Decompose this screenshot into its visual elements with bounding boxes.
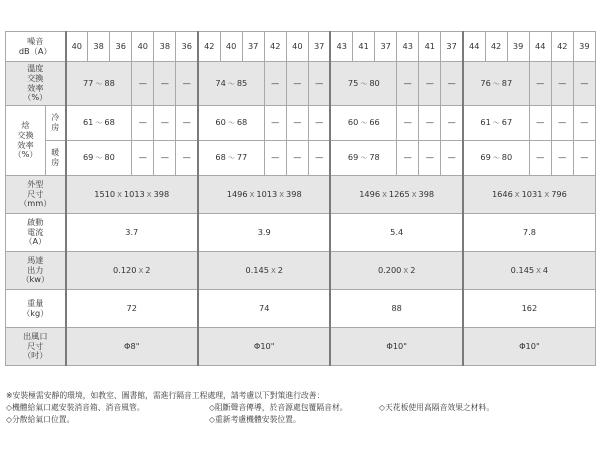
- note-item: ◇重新考慮機體安裝位置。: [209, 415, 301, 424]
- empty-value-cell: [176, 141, 198, 176]
- range-mark: ～: [492, 119, 500, 128]
- cell-text: 4: [542, 264, 549, 275]
- cell-text: 88: [104, 77, 115, 88]
- noise-value: 36: [181, 40, 192, 51]
- range-mark: ～: [492, 154, 500, 163]
- empty-value-cell: [264, 62, 286, 106]
- phi-mark: Φ: [386, 340, 393, 351]
- noise-value-cell: [529, 32, 551, 62]
- range-mark: ～: [360, 154, 368, 163]
- dash-mark: —: [271, 77, 280, 88]
- noise-value: 42: [204, 40, 215, 51]
- notes-intro: ※安裝極需安靜的環境，如教室、圖書館，需進行隔音工程處理，請考慮以下對策進行改善：: [6, 391, 325, 400]
- current-label: [6, 214, 66, 252]
- noise-value-cell: [308, 32, 330, 62]
- temperature-efficiency-row: [6, 62, 596, 106]
- weight-cell: [330, 290, 462, 328]
- noise-value-cell: [573, 32, 595, 62]
- range-mark: ～: [492, 79, 500, 88]
- cell-text: 10": [260, 340, 275, 351]
- cool-label-line: 冷: [51, 113, 60, 123]
- range-mark: ～: [227, 154, 235, 163]
- cell-text: 80: [104, 152, 115, 163]
- dimensions-cell: [330, 176, 462, 214]
- noise-value-cell: [286, 32, 308, 62]
- dash-mark: —: [293, 152, 302, 163]
- empty-value-cell: [551, 106, 573, 141]
- noise-value-cell: [441, 32, 463, 62]
- cell-text: 61: [82, 117, 94, 128]
- dash-mark: —: [425, 77, 434, 88]
- empty-value-cell: [397, 106, 419, 141]
- motor-cell: [198, 252, 330, 290]
- dash-mark: —: [447, 77, 456, 88]
- heat-efficiency-cell: [66, 141, 132, 176]
- dash-mark: —: [536, 77, 545, 88]
- dash-mark: —: [580, 152, 589, 163]
- notes-row-1: [6, 402, 596, 414]
- cell-text: 68: [104, 117, 115, 128]
- noise-value-cell: [88, 32, 110, 62]
- current-label-line: （A）: [24, 236, 47, 247]
- empty-value-cell: [154, 106, 176, 141]
- cell-text: 10": [525, 340, 540, 351]
- weight-cell: [66, 290, 198, 328]
- range-mark: ～: [360, 79, 368, 88]
- cell-text: 60: [347, 117, 359, 128]
- noise-value-cell: [66, 32, 88, 62]
- cell-text: 87: [501, 77, 513, 88]
- spec-table: [5, 31, 596, 366]
- current-label-line: 電流: [27, 226, 44, 237]
- outlet-cell: [198, 328, 330, 366]
- outlet-label: [6, 328, 66, 366]
- cell-text: 1496: [226, 188, 248, 199]
- dimensions-cell: [463, 176, 595, 214]
- heat-label-line: 暖: [51, 148, 60, 158]
- noise-value: 42: [270, 40, 281, 51]
- outlet-cell: [463, 328, 595, 366]
- dash-mark: —: [182, 152, 191, 163]
- current-cell: [463, 214, 595, 252]
- noise-value: 37: [446, 40, 457, 51]
- temp_eff-label-line: 溫度: [27, 62, 44, 73]
- empty-value-cell: [419, 62, 441, 106]
- empty-value-cell: [176, 106, 198, 141]
- heat-label-line: 房: [51, 158, 60, 167]
- temp-efficiency-cell: [330, 62, 396, 106]
- motor-row: [6, 252, 596, 290]
- cell-text: 72: [126, 302, 137, 313]
- times-mark: X: [411, 190, 417, 199]
- range-mark: ～: [227, 79, 235, 88]
- cell-text: 77: [82, 77, 94, 88]
- cell-text: 162: [521, 302, 538, 313]
- noise-value-cell: [176, 32, 198, 62]
- heat-efficiency-cell: [198, 141, 264, 176]
- noise-value: 39: [579, 40, 590, 51]
- noise-label-line: 噪音: [27, 35, 44, 46]
- cell-text: 2: [145, 264, 151, 275]
- empty-value-cell: [154, 62, 176, 106]
- temp-efficiency-cell: [198, 62, 264, 106]
- heat-efficiency-cell: [330, 141, 396, 176]
- dash-mark: —: [536, 152, 545, 163]
- outlet-label-line: 出風口: [22, 330, 48, 341]
- cell-text: 398: [153, 188, 170, 199]
- heat-efficiency-cell: [463, 141, 529, 176]
- outlet-cell: [66, 328, 198, 366]
- phi-mark: Φ: [253, 340, 261, 351]
- cell-text: 0.145: [245, 264, 269, 275]
- empty-value-cell: [551, 141, 573, 176]
- dash-mark: —: [271, 152, 280, 163]
- motor-cell: [330, 252, 462, 290]
- noise-value: 40: [292, 40, 303, 51]
- noise-value: 40: [225, 40, 237, 51]
- noise-value: 44: [534, 40, 546, 51]
- empty-value-cell: [308, 62, 330, 106]
- times-mark: X: [117, 190, 122, 199]
- cell-text: 80: [369, 77, 380, 88]
- temp-efficiency-cell: [463, 62, 529, 106]
- cool-label-line: 房: [51, 123, 60, 132]
- cell-text: 1510: [94, 188, 116, 199]
- empty-value-cell: [441, 141, 463, 176]
- noise-value-cell: [507, 32, 529, 62]
- dimensions-label-line: （mm）: [19, 198, 52, 209]
- cell-text: 398: [286, 188, 302, 199]
- times-mark: X: [270, 266, 276, 275]
- cell-text: 69: [347, 152, 359, 163]
- range-mark: ～: [227, 119, 235, 128]
- empty-value-cell: [551, 62, 573, 106]
- empty-value-cell: [286, 106, 308, 141]
- cell-text: 2: [410, 264, 416, 275]
- times-mark: X: [514, 190, 520, 199]
- cell-text: 398: [418, 188, 435, 199]
- noise-value-cell: [353, 32, 375, 62]
- enth_eff-label-line: 焓: [21, 119, 30, 130]
- current-label-line: 啟動: [27, 216, 44, 227]
- cell-text: 77: [236, 152, 248, 163]
- note-item: ◇分散給氣口位置。: [6, 415, 75, 424]
- cell-text: 8": [130, 340, 140, 351]
- temp_eff-label-line: 交換: [27, 72, 44, 83]
- dash-mark: —: [403, 152, 412, 163]
- noise-value: 38: [93, 40, 104, 51]
- dash-mark: —: [447, 117, 456, 128]
- cell-text: 2: [277, 264, 283, 275]
- cell-text: 85: [236, 77, 248, 88]
- cool-efficiency-cell: [66, 106, 132, 141]
- noise-value-cell: [220, 32, 242, 62]
- empty-value-cell: [573, 141, 595, 176]
- times-mark: X: [544, 190, 550, 199]
- dimensions-row: [6, 176, 596, 214]
- cell-text: 80: [501, 152, 513, 163]
- range-mark: ～: [360, 119, 368, 128]
- dash-mark: —: [315, 77, 324, 88]
- noise-value-cell: [264, 32, 286, 62]
- dash-mark: —: [160, 77, 169, 88]
- dash-mark: —: [293, 117, 302, 128]
- noise-value-cell: [375, 32, 397, 62]
- noise-value-cell: [154, 32, 176, 62]
- noise-value: 37: [247, 40, 259, 51]
- outlet-cell: [330, 328, 462, 366]
- temp_eff-label-line: （%）: [23, 92, 48, 103]
- notes-section: [6, 390, 596, 426]
- temp-efficiency-cell: [66, 62, 132, 106]
- times-mark: X: [138, 266, 144, 275]
- noise-value: 42: [490, 40, 502, 51]
- dash-mark: —: [182, 77, 191, 88]
- times-mark: X: [536, 266, 541, 275]
- cell-text: 68: [236, 117, 248, 128]
- cell-text: 60: [215, 117, 226, 128]
- cell-text: 1031: [521, 188, 543, 199]
- noise-value: 42: [557, 40, 568, 51]
- dimensions-label-line: 尺寸: [27, 188, 44, 199]
- weight-cell: [463, 290, 595, 328]
- noise-value: 43: [402, 40, 413, 51]
- motor-label-line: （kw）: [21, 274, 50, 285]
- noise-value: 38: [159, 40, 171, 51]
- enth_eff-label-line: （%）: [13, 149, 38, 160]
- cell-text: 796: [551, 188, 567, 199]
- motor-cell: [463, 252, 595, 290]
- noise-value: 40: [71, 40, 83, 51]
- enthalpy-cooling-row: [6, 106, 596, 141]
- weight-label-line: 重量: [27, 297, 44, 308]
- weight-label-line: （kg）: [22, 307, 49, 318]
- enthalpy-heating-row: [6, 141, 596, 176]
- empty-value-cell: [441, 62, 463, 106]
- dimensions-cell: [198, 176, 330, 214]
- cell-text: 76: [480, 77, 491, 88]
- note-item: ◇天花板使用高隔音效果之材料。: [379, 403, 495, 412]
- dash-mark: —: [271, 117, 280, 128]
- dash-mark: —: [558, 152, 567, 163]
- times-mark: X: [279, 190, 285, 199]
- dash-mark: —: [138, 117, 147, 128]
- dash-mark: —: [182, 117, 191, 128]
- empty-value-cell: [264, 141, 286, 176]
- cell-text: 88: [391, 302, 402, 313]
- empty-value-cell: [286, 62, 308, 106]
- noise-label: [6, 32, 66, 62]
- weight-cell: [198, 290, 330, 328]
- empty-value-cell: [397, 141, 419, 176]
- enth-eff-label: [6, 106, 46, 176]
- note-item: ◇機體給氣口處安裝消音箱、消音風管。: [6, 403, 145, 412]
- cool-efficiency-cell: [330, 106, 396, 141]
- empty-value-cell: [176, 62, 198, 106]
- empty-value-cell: [529, 141, 551, 176]
- times-mark: X: [403, 266, 409, 275]
- empty-value-cell: [308, 106, 330, 141]
- dash-mark: —: [315, 117, 324, 128]
- current-cell: [66, 214, 198, 252]
- heating-label: [46, 141, 66, 176]
- cell-text: 74: [259, 302, 270, 313]
- range-mark: ～: [95, 119, 103, 128]
- temp-eff-label: [6, 62, 66, 106]
- cell-text: 74: [215, 77, 226, 88]
- cell-text: 67: [501, 117, 513, 128]
- empty-value-cell: [132, 141, 154, 176]
- empty-value-cell: [419, 141, 441, 176]
- noise-value: 44: [469, 40, 480, 51]
- cell-text: 7.8: [522, 226, 536, 237]
- cell-text: 5.4: [390, 226, 404, 237]
- note-item: ◇阻斷聲音傳導，於音源處包覆隔音材。: [209, 403, 348, 412]
- outlet-label-line: 尺寸: [27, 340, 44, 351]
- noise-value-cell: [110, 32, 132, 62]
- dash-mark: —: [558, 117, 567, 128]
- times-mark: X: [249, 190, 255, 199]
- noise-value-cell: [551, 32, 573, 62]
- noise-label-line: dB（A）: [18, 45, 52, 56]
- noise-value-cell: [397, 32, 419, 62]
- current-cell: [330, 214, 462, 252]
- current-row: [6, 214, 596, 252]
- weight-label: [6, 290, 66, 328]
- dash-mark: —: [403, 77, 412, 88]
- range-mark: ～: [95, 79, 103, 88]
- dash-mark: —: [447, 152, 456, 163]
- phi-mark: Φ: [519, 340, 526, 351]
- dash-mark: —: [425, 152, 434, 163]
- noise-value-cell: [463, 32, 485, 62]
- motor-label: [6, 252, 66, 290]
- empty-value-cell: [308, 141, 330, 176]
- motor-label-line: 出力: [27, 264, 44, 275]
- cell-text: 68: [215, 152, 226, 163]
- enth_eff-label-line: 效率: [17, 139, 34, 150]
- outlet-row: [6, 328, 596, 366]
- weight-row: [6, 290, 596, 328]
- dash-mark: —: [425, 117, 434, 128]
- dash-mark: —: [160, 117, 169, 128]
- dimensions-cell: [66, 176, 198, 214]
- cell-text: 61: [480, 117, 491, 128]
- cell-text: 75: [347, 77, 359, 88]
- cell-text: 1013: [256, 188, 278, 199]
- noise-value-cell: [485, 32, 507, 62]
- dash-mark: —: [536, 117, 545, 128]
- cool-efficiency-cell: [198, 106, 264, 141]
- noise-value-cell: [419, 32, 441, 62]
- empty-value-cell: [132, 106, 154, 141]
- dash-mark: —: [293, 77, 302, 88]
- noise-value-cell: [132, 32, 154, 62]
- dash-mark: —: [315, 152, 324, 163]
- cell-text: 0.145: [510, 264, 535, 275]
- noise-value: 43: [336, 40, 347, 51]
- noise-value: 40: [137, 40, 148, 51]
- cell-text: 69: [480, 152, 491, 163]
- motor-label-line: 馬達: [27, 254, 44, 265]
- noise-value-cell: [242, 32, 264, 62]
- notes-row-2: [6, 414, 596, 426]
- range-mark: ～: [95, 154, 103, 163]
- cell-text: 0.120: [113, 264, 137, 275]
- empty-value-cell: [573, 62, 595, 106]
- dash-mark: —: [160, 152, 169, 163]
- empty-value-cell: [529, 62, 551, 106]
- cell-text: 78: [369, 152, 380, 163]
- noise-value: 37: [380, 40, 391, 51]
- dash-mark: —: [558, 77, 567, 88]
- noise-value: 41: [358, 40, 369, 51]
- empty-value-cell: [132, 62, 154, 106]
- times-mark: X: [382, 190, 387, 199]
- empty-value-cell: [397, 62, 419, 106]
- cell-text: 66: [369, 117, 380, 128]
- noise-value-cell: [330, 32, 352, 62]
- cell-text: 10": [392, 340, 407, 351]
- cell-text: 1265: [388, 188, 410, 199]
- empty-value-cell: [286, 141, 308, 176]
- times-mark: X: [146, 190, 152, 199]
- cool-efficiency-cell: [463, 106, 529, 141]
- cell-text: 69: [82, 152, 94, 163]
- cell-text: 0.200: [377, 264, 402, 275]
- outlet-label-line: （吋）: [22, 350, 48, 361]
- dimensions-label-line: 外型: [27, 178, 44, 189]
- cell-text: 3.9: [257, 226, 271, 237]
- dash-mark: —: [403, 117, 412, 128]
- noise-value-cell: [198, 32, 220, 62]
- noise-value: 37: [313, 40, 325, 51]
- empty-value-cell: [573, 106, 595, 141]
- dash-mark: —: [580, 117, 589, 128]
- empty-value-cell: [264, 106, 286, 141]
- dash-mark: —: [138, 77, 147, 88]
- empty-value-cell: [419, 106, 441, 141]
- dimensions-label: [6, 176, 66, 214]
- noise-row: [6, 32, 596, 62]
- cell-text: 1013: [123, 188, 145, 199]
- dash-mark: —: [138, 152, 147, 163]
- enth_eff-label-line: 交換: [17, 129, 34, 140]
- phi-mark: Φ: [124, 340, 131, 351]
- motor-cell: [66, 252, 198, 290]
- empty-value-cell: [529, 106, 551, 141]
- cooling-label: [46, 106, 66, 141]
- noise-value: 36: [115, 40, 126, 51]
- temp_eff-label-line: 效率: [27, 82, 44, 93]
- current-cell: [198, 214, 330, 252]
- cell-text: 1496: [359, 188, 381, 199]
- cell-text: 3.7: [125, 226, 139, 237]
- dash-mark: —: [580, 77, 589, 88]
- noise-value: 39: [512, 40, 524, 51]
- noise-value: 41: [424, 40, 436, 51]
- empty-value-cell: [154, 141, 176, 176]
- empty-value-cell: [441, 106, 463, 141]
- cell-text: 1646: [491, 188, 513, 199]
